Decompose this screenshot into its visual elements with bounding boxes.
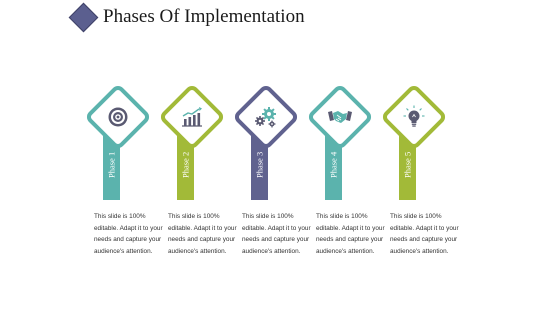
target-icon: [97, 96, 139, 138]
phase-5: [389, 0, 463, 315]
phase-1: [93, 0, 167, 315]
phase-4: [315, 0, 389, 315]
phase-description: This slide is 100% editable. Adapt it to your needs and capture your audience's attention.: [390, 213, 459, 255]
phase-label: Phase 5: [402, 151, 413, 179]
phase-2: [167, 0, 241, 315]
phase-3: [241, 0, 315, 315]
page-title: Phases Of Implementation: [103, 6, 305, 27]
phase-description: This slide is 100% editable. Adapt it to your needs and capture your audience's attention.: [316, 213, 385, 255]
phase-label: Phase 2: [180, 151, 191, 179]
handshake-icon: [319, 96, 361, 138]
bar-chart-growth-icon: [171, 96, 213, 138]
gears-icon: [245, 96, 287, 138]
phase-description: This slide is 100% editable. Adapt it to your needs and capture your audience's attention.: [168, 213, 237, 255]
phase-label: Phase 4: [328, 151, 339, 179]
lightbulb-icon: [393, 96, 435, 138]
phase-label: Phase 3: [254, 151, 265, 179]
phase-description: This slide is 100% editable. Adapt it to your needs and capture your audience's attention.: [94, 213, 163, 255]
phase-description: This slide is 100% editable. Adapt it to your needs and capture your audience's attention.: [242, 213, 311, 255]
phase-label: Phase 1: [106, 151, 117, 179]
